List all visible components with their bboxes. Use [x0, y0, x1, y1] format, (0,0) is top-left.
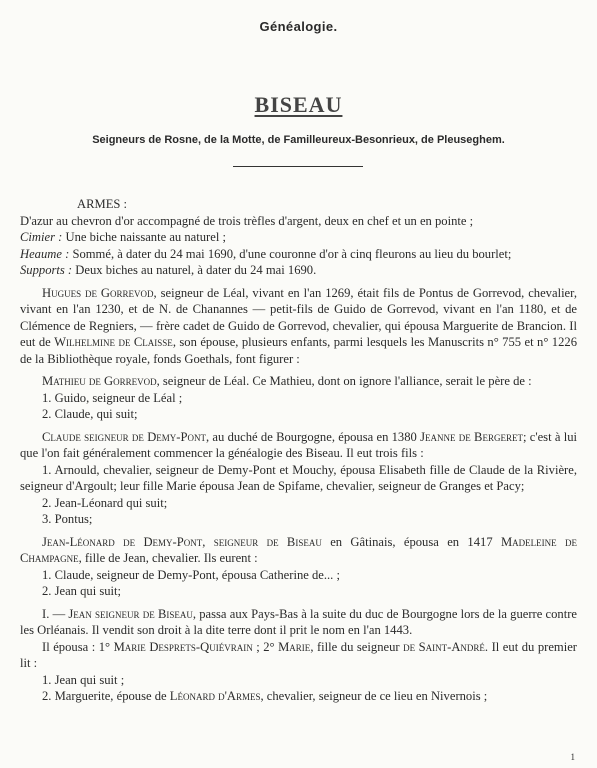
list-item: 2. Jean-Léonard qui suit;: [42, 495, 168, 510]
arms-blazon: D'azur au chevron d'or accompagné de trois trèfles d'argent, deux en chef et un en pointe ;: [20, 213, 474, 228]
paragraph-hugues: Hugues de Gorrevod, seigneur de Léal, vivant en l'an 1269, était fils de Pontus de Gorrevod, chevalier, vivant en l'an 1230, et de N. de Chanannes — petit-fils de Guido de Gorrevod, vivant en l'an 1180, et de Clémence de Regniers, — frère cadet de Guido de Gorrevod, chevalier, qui épousa Marguerite de Brancion. Il eut de Wilhelmine de Claisse, son épouse, plusieurs enfants, parmi lesquels les Manuscrits n° 755 et n° 1226 de la Bibliothèque royale, fonds Goethals, font figurer :: [20, 285, 577, 366]
page-number: 1: [570, 752, 575, 762]
supports-label: Supports :: [20, 263, 73, 277]
paragraph-epouse: Il épousa : 1° Marie Desprets-Quiévrain ; 2° Marie, fille du seigneur de Saint-André. Il eut du premier lit :: [20, 639, 577, 670]
cimier-label: Cimier :: [20, 230, 63, 244]
page-subtitle: Seigneurs de Rosne, de la Motte, de Familleureux-Besonrieux, de Pleuseghem.: [92, 134, 505, 146]
arms-supports: [20, 262, 577, 279]
arms-cimier: [20, 229, 577, 246]
list-item: 1. Jean qui suit ;: [42, 672, 125, 687]
list-item: 1. Claude, seigneur de Demy-Pont, épousa Catherine de... ;: [42, 567, 340, 582]
list-item: 1. Guido, seigneur de Léal ;: [42, 390, 183, 405]
list-item: 1. Arnould, chevalier, seigneur de Demy-Pont et Mouchy, épousa Elisabeth fille de Claude de la Rivière, seigneur d'Argoult; leur fille Marie épousa Jean de Spifame, chevalier, seigneur de Granges et Pacy;: [20, 462, 577, 493]
running-header: Généalogie.: [259, 19, 338, 34]
paragraph-mathieu: Mathieu de Gorrevod, seigneur de Léal. Ce Mathieu, dont on ignore l'alliance, serait le père de :: [42, 374, 532, 388]
list-item: 2. Jean qui suit;: [42, 584, 122, 598]
list-item: 2. Claude, qui suit;: [42, 407, 138, 421]
list-item: 3. Pontus;: [42, 512, 93, 526]
title-divider: [233, 166, 363, 167]
page-title: BISEAU: [254, 92, 343, 117]
document-body: [20, 196, 577, 705]
paragraph-jean: I. — Jean seigneur de Biseau, passa aux Pays-Bas à la suite du duc de Bourgogne lors de la guerre contre les Orléanais. Il vendit son droit à la dite terre dont il prit le nom en l'an 1443.: [20, 606, 578, 637]
heaume-text: Sommé, à dater du 24 mai 1690, d'une couronne d'or à cinq fleurons au lieu du bourlet;: [69, 246, 512, 261]
heaume-label: Heaume :: [20, 246, 70, 261]
cimier-text: Une biche naissante au naturel ;: [62, 230, 226, 244]
armes-heading: ARMES :: [77, 197, 128, 211]
supports-text: Deux biches au naturel, à dater du 24 mai 1690.: [72, 263, 317, 277]
paragraph-claude: Claude seigneur de Demy-Pont, au duché de Bourgogne, épousa en 1380 Jeanne de Bergeret; c'est à lui que l'on fait généralement commencer la généalogie des Biseau. Il eut trois fils :: [20, 429, 577, 460]
arms-heaume: [20, 246, 577, 263]
paragraph-jean-leonard: Jean-Léonard de Demy-Pont, seigneur de Biseau en Gâtinais, épousa en 1417 Madeleine de Champagne, fille de Jean, chevalier. Ils eurent :: [20, 534, 577, 565]
list-item: 2. Marguerite, épouse de Léonard d'Armes, chevalier, seigneur de ce lieu en Nivernois ;: [42, 689, 488, 703]
